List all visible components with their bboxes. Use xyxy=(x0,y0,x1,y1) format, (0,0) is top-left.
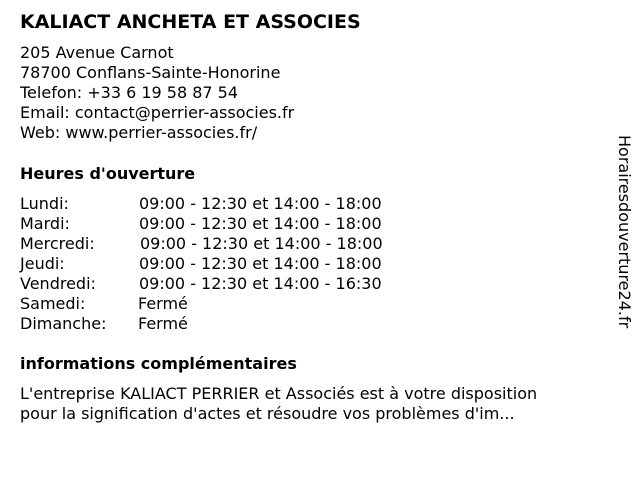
day-label: Jeudi: xyxy=(20,254,65,273)
hours-row-saturday xyxy=(20,294,440,314)
contact-block xyxy=(20,43,294,143)
hours-row-wednesday xyxy=(20,234,440,254)
description-text xyxy=(20,384,600,424)
hours-row-friday xyxy=(20,274,440,294)
email-line: Email: contact@perrier-associes.fr xyxy=(20,103,295,122)
day-label: Dimanche: xyxy=(20,314,107,333)
web-line: Web: www.perrier-associes.fr/ xyxy=(20,123,258,142)
description-line: L'entreprise KALIACT PERRIER et Associés est à votre disposition xyxy=(20,384,538,403)
site-watermark: Horairesdouverture24.fr xyxy=(615,135,634,329)
hours-row-thursday xyxy=(20,254,440,274)
day-label: Mardi: xyxy=(20,214,70,233)
address-street: 205 Avenue Carnot xyxy=(20,43,174,62)
hours-row-monday xyxy=(20,194,440,214)
day-hours: 09:00 - 12:30 et 14:00 - 18:00 xyxy=(140,234,383,253)
hours-row-sunday xyxy=(20,314,440,334)
day-hours: 09:00 - 12:30 et 14:00 - 16:30 xyxy=(139,274,382,293)
day-hours: Fermé xyxy=(138,314,188,333)
hours-table xyxy=(20,194,440,334)
day-label: Lundi: xyxy=(20,194,69,213)
day-hours: Fermé xyxy=(138,294,188,313)
day-hours: 09:00 - 12:30 et 14:00 - 18:00 xyxy=(139,254,382,273)
day-hours: 09:00 - 12:30 et 14:00 - 18:00 xyxy=(139,194,382,213)
day-label: Samedi: xyxy=(20,294,86,313)
phone-line: Telefon: +33 6 19 58 87 54 xyxy=(20,83,239,102)
hours-heading: Heures d'ouverture xyxy=(20,164,196,183)
hours-row-tuesday xyxy=(20,214,440,234)
address-city: 78700 Conflans-Sainte-Honorine xyxy=(20,63,281,82)
info-heading: informations complémentaires xyxy=(20,354,297,373)
day-hours: 09:00 - 12:30 et 14:00 - 18:00 xyxy=(139,214,382,233)
description-line: pour la signification d'actes et résoudre vos problèmes d'im... xyxy=(20,404,515,423)
day-label: Mercredi: xyxy=(20,234,95,253)
business-name: KALIACT ANCHETA ET ASSOCIES xyxy=(20,11,361,33)
day-label: Vendredi: xyxy=(20,274,96,293)
